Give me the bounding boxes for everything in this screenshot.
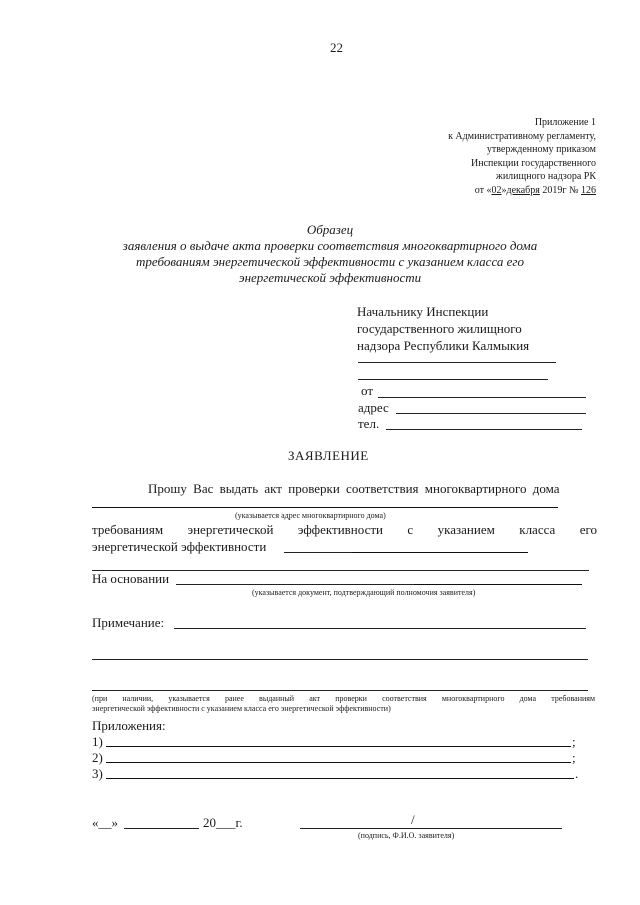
appendix-line: утвержденному приказом <box>486 144 596 155</box>
addressee-line: надзора Республики Калмыкия <box>357 338 530 353</box>
date-month: декабря <box>506 184 540 196</box>
requirement-line <box>92 522 597 538</box>
footer-date-open: «__» <box>92 815 118 830</box>
date-prefix: от « <box>474 184 492 196</box>
attachment-blank <box>106 762 571 763</box>
note-blank-2 <box>92 659 588 660</box>
footer-year: 20___г. <box>203 815 243 830</box>
efficiency-blank-1 <box>284 552 352 553</box>
req-word: указанием <box>437 522 495 537</box>
note-blank-3 <box>92 690 588 691</box>
address-label: адрес <box>358 400 389 415</box>
footer-date-blank <box>124 828 199 829</box>
title-line: энергетической эффективности <box>238 270 422 285</box>
appendix-line: Инспекции государственного <box>471 157 596 169</box>
note-label: Примечание: <box>92 615 165 630</box>
req-word: эффективности <box>297 522 383 537</box>
attachment-blank <box>106 778 574 779</box>
signature-hint: (подпись, Ф.И.О. заявителя) <box>358 831 455 840</box>
title-line: требованиям энергетической эффективности с указанием класса его <box>136 254 524 269</box>
appendix-line: к Административному регламенту, <box>448 130 596 142</box>
attachment-end: ; <box>572 734 576 749</box>
from-blank <box>378 397 586 398</box>
title-line: заявления о выдаче акта проверки соответствия многоквартирного дома <box>122 238 538 253</box>
attachment-end: ; <box>572 750 576 765</box>
efficiency-blank-2 <box>352 552 528 553</box>
house-address-blank <box>92 507 558 508</box>
req-word: класса <box>519 522 556 537</box>
attachment-num: 1) <box>92 734 103 749</box>
address-blank <box>396 413 586 414</box>
date-mid: » <box>501 184 507 196</box>
attachment-num: 2) <box>92 750 103 765</box>
page-number: 22 <box>330 40 343 55</box>
note-blank-1 <box>174 628 586 629</box>
phone-blank <box>386 429 582 430</box>
address-hint: (указывается адрес многоквартирного дома) <box>235 511 386 520</box>
date-number: 126 <box>581 184 596 196</box>
note-hint-2: энергетической эффективности с указанием класса его энергетической эффективности) <box>92 704 391 713</box>
from-label: от <box>361 383 374 398</box>
statement-heading: ЗАЯВЛЕНИЕ <box>288 448 369 463</box>
req-word: энергетической <box>187 522 274 537</box>
basis-label: На основании <box>92 571 170 586</box>
phone-label: тел. <box>358 416 380 431</box>
appendix-line: Приложение 1 <box>534 117 596 128</box>
appendix-date <box>448 184 596 198</box>
req-word: с <box>407 522 414 537</box>
addressee-block <box>357 303 529 354</box>
note-hint-1: (при наличии, указывается ранее выданный акт проверки соответствия многоквартирного дома требованиям <box>92 694 595 703</box>
date-year: 2019г № <box>539 184 581 196</box>
efficiency-label: энергетической эффективности <box>92 539 267 554</box>
appendix-line: жилищного надзора РК <box>495 171 596 182</box>
attachment-num: 3) <box>92 766 103 781</box>
signature-slash: / <box>411 812 415 827</box>
req-word: требованиям <box>92 522 164 537</box>
basis-blank-2 <box>414 584 582 585</box>
attachment-end: . <box>575 766 579 781</box>
addressee-line: государственного жилищного <box>357 321 522 336</box>
request-text: Прошу Вас выдать акт проверки соответствия многоквартирного дома <box>148 481 560 496</box>
sample-title <box>80 222 580 286</box>
sample-label: Образец <box>306 222 354 237</box>
attachment-blank <box>106 746 571 747</box>
date-day: 02 <box>491 184 502 196</box>
addressee-line: Начальнику Инспекции <box>357 304 489 319</box>
appendix-block <box>448 116 596 197</box>
attachments-label: Приложения: <box>92 718 166 733</box>
req-word: его <box>579 522 597 537</box>
basis-blank-1 <box>176 584 414 585</box>
signature-blank <box>300 828 562 829</box>
addressee-blank <box>358 379 548 380</box>
addressee-blank <box>358 362 556 363</box>
basis-hint: (указывается документ, подтверждающий полномочия заявителя) <box>252 588 476 597</box>
